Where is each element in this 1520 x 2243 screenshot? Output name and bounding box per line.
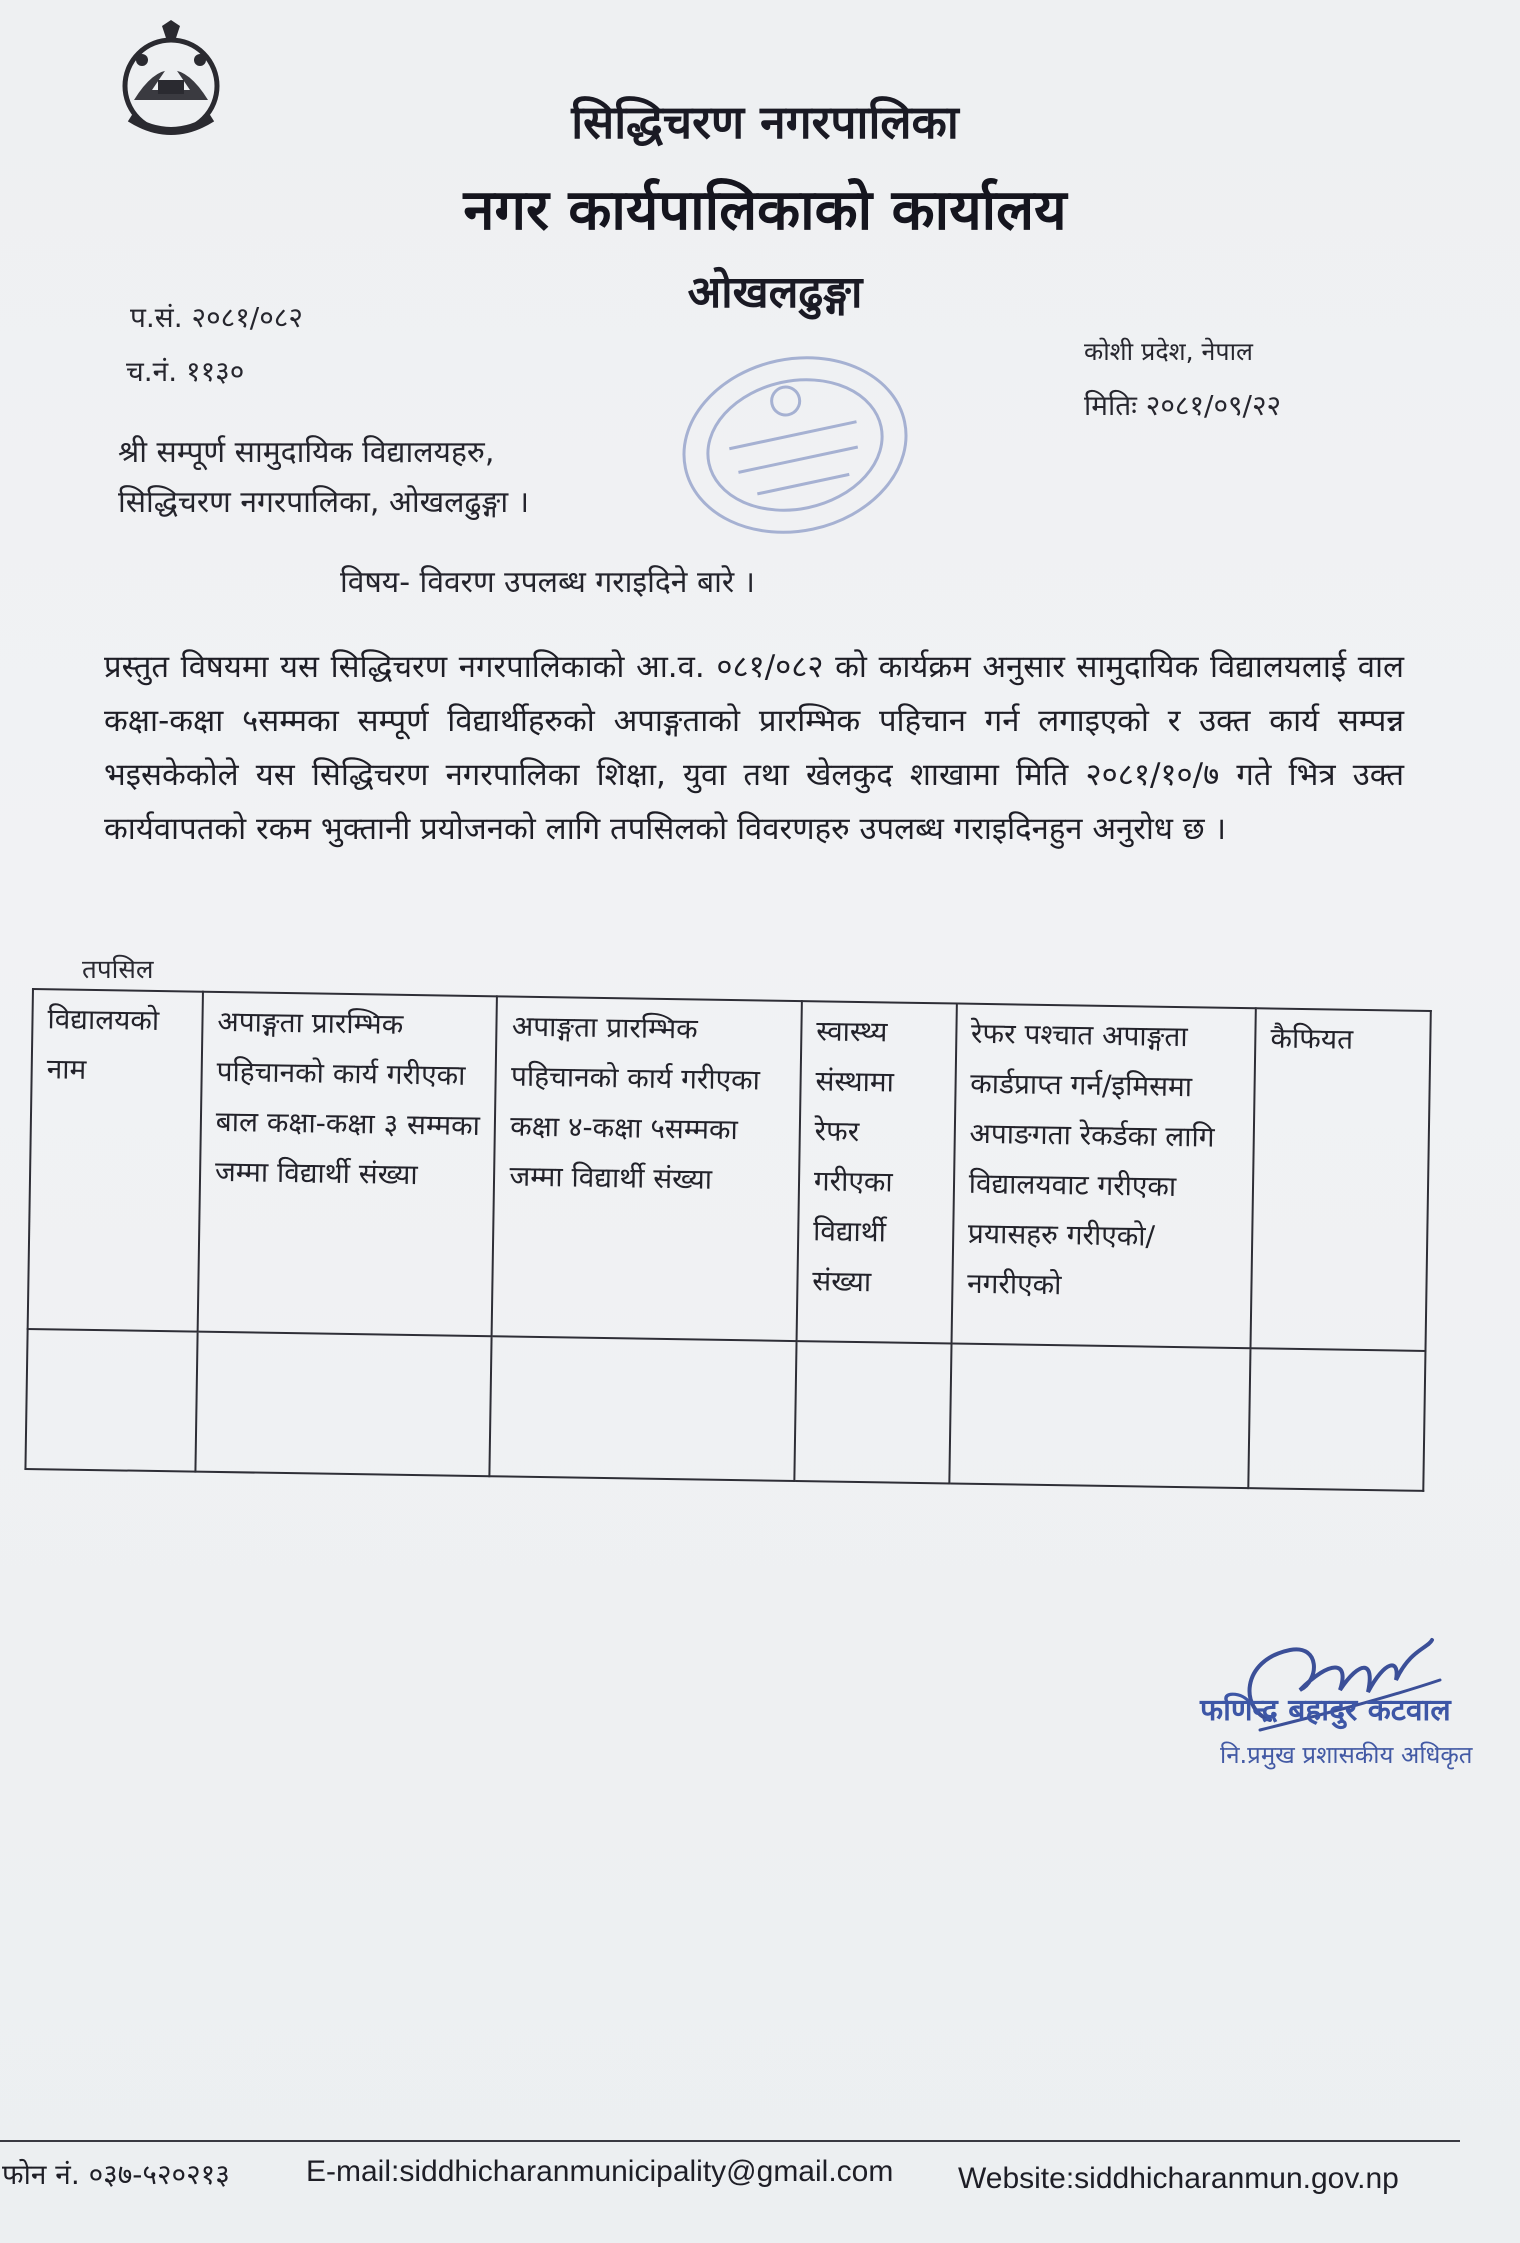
details-table (24, 988, 1431, 1492)
office-stamp-icon (670, 340, 920, 550)
table-cell (195, 1332, 492, 1477)
municipality-name: सिद्धिचरण नगरपालिका (571, 95, 959, 149)
office-name: नगर कार्यपालिकाको कार्यालय (463, 178, 1067, 243)
column-header: अपाङ्गता प्रारम्भिक पहिचानको कार्य गरीएका बाल कक्षा-कक्षा ३ सम्मका जम्मा विद्यार्थी संख्या (198, 992, 498, 1337)
table-cell (25, 1329, 197, 1472)
table-cell (794, 1341, 951, 1483)
signature-icon (1200, 1620, 1500, 1840)
table-cell (949, 1343, 1251, 1488)
patra-sankhya: प.सं. २०८१/०८२ (130, 301, 303, 334)
table-cell (1248, 1348, 1425, 1491)
letter-date: मितिः २०८१/०९/२२ (1084, 389, 1282, 422)
footer-website[interactable]: Website:siddhicharanmun.gov.np (958, 2162, 1399, 2195)
column-header: स्वास्थ्य संस्थामा रेफर गरीएका विद्यार्थी संख्या (796, 1001, 956, 1343)
column-header: अपाङ्गता प्रारम्भिक पहिचानको कार्य गरीएका कक्षा ४-कक्षा ५सम्मका जम्मा विद्यार्थी संख्या (492, 996, 802, 1341)
district-name: ओखलढुङ्गा (687, 267, 863, 318)
footer-divider (0, 2140, 1460, 2142)
table-cell (490, 1336, 797, 1481)
footer-email[interactable]: E-mail:siddhicharanmunicipality@gmail.com (306, 2155, 894, 2188)
table-caption: तपसिल (82, 955, 154, 985)
recipient-line-1: श्री सम्पूर्ण सामुदायिक विद्यालयहरु, (118, 435, 495, 470)
letterhead (0, 90, 1520, 320)
letter-subject: विषय- विवरण उपलब्ध गराइदिने बारे । (340, 565, 756, 600)
chalani-number: च.नं. ११३० (126, 355, 245, 388)
signatory-title: नि.प्रमुख प्रशासकीय अधिकृत (1220, 1741, 1473, 1769)
column-header: कैफियत (1251, 1008, 1431, 1351)
table-row (25, 1329, 1425, 1491)
province-label: कोशी प्रदेश, नेपाल (1084, 337, 1253, 366)
letter-body: प्रस्तुत विषयमा यस सिद्धिचरण नगरपालिकाको आ.व. ०८१/०८२ को कार्यक्रम अनुसार सामुदायिक विद्यालयलाई वाल कक्षा-कक्षा ५सम्मका सम्पूर्ण विद्यार्थीहरुको अपाङ्गताको प्रारम्भिक पहिचान गर्न लगाइएको र उक्त कार्य सम्पन्न भइसकेकोले यस सिद्धिचरण नगरपालिका शिक्षा, युवा तथा खेलकुद शाखामा मिति २०८१/१०/७ गते भित्र उक्त कार्यवापतको रकम भुक्तानी प्रयोजनको लागि तपसिलको विवरणहरु उपलब्ध गराइदिनहुन अनुरोध छ । (104, 649, 1404, 847)
table-header-row (28, 989, 1431, 1351)
footer-phone: फोन नं. ०३७-५२०२१३ (2, 2158, 230, 2191)
signatory-name: फणिन्द्र बहादुर कटवाल (1200, 1693, 1451, 1728)
column-header: रेफर पश्चात अपाङ्गता कार्डप्राप्त गर्न/इमिसमा अपाङगता रेकर्डका लागि विद्यालयवाट गरीएका प्रयासहरु गरीएको/नगरीएको (951, 1004, 1256, 1349)
recipient-line-2: सिद्धिचरण नगरपालिका, ओखलढुङ्गा । (118, 485, 530, 520)
column-header: विद्यालयको नाम (28, 989, 203, 1332)
